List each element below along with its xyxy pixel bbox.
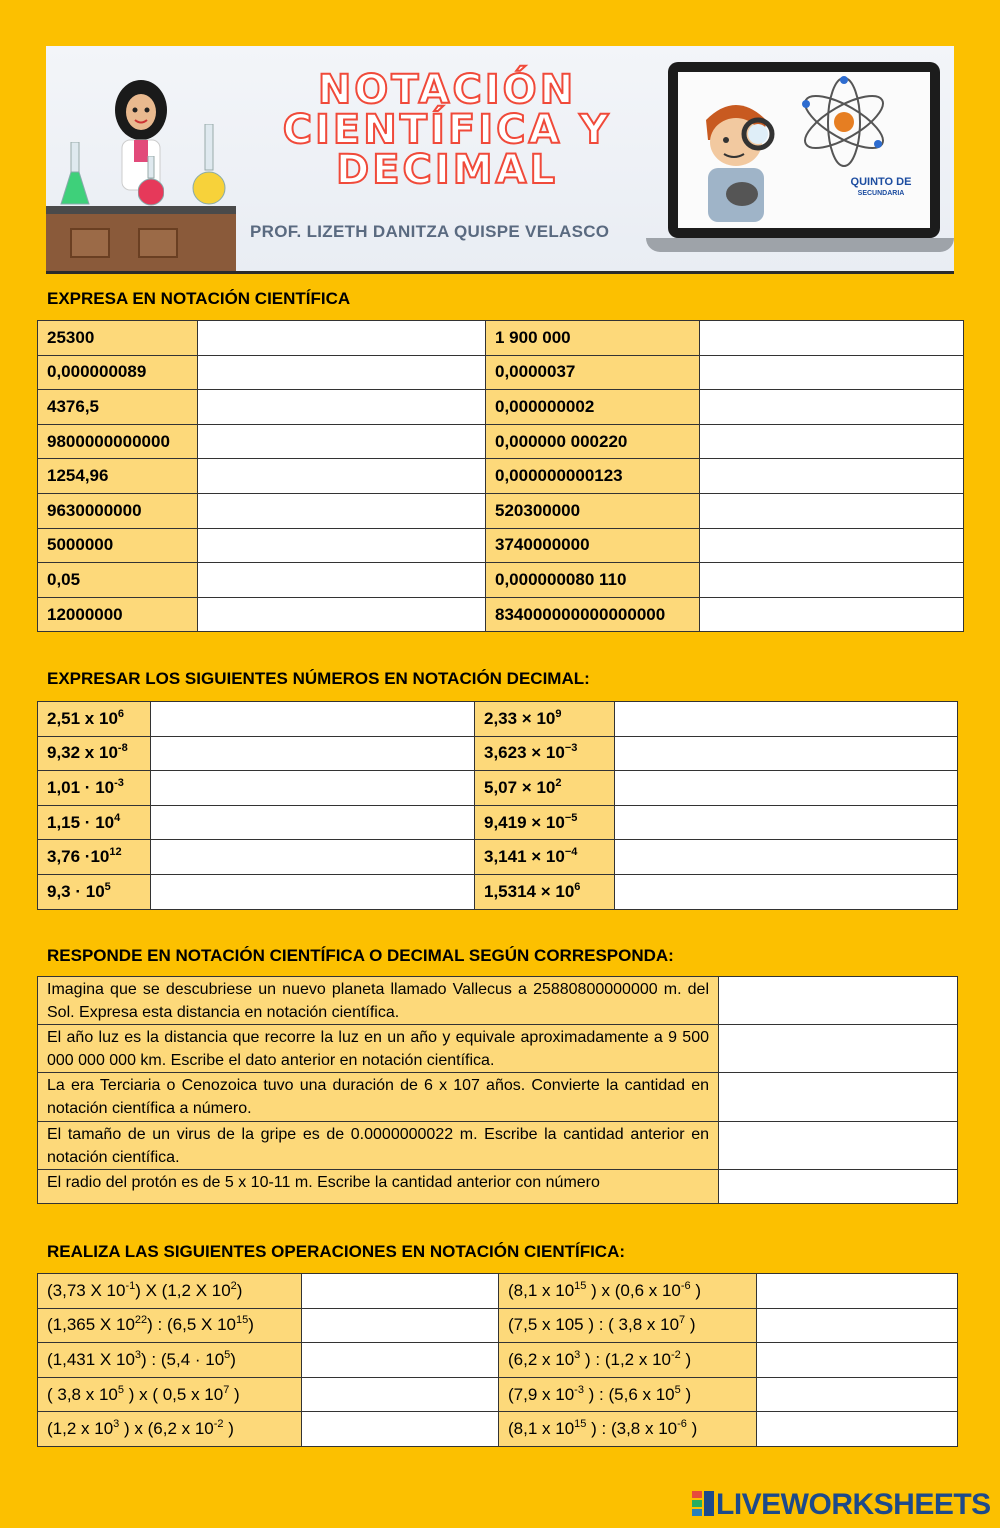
mantissa-text: 1,01 · 10 <box>47 777 115 797</box>
number-cell: 4376,5 <box>38 390 198 425</box>
number-cell: 0,000000080 110 <box>486 563 700 598</box>
mantissa-text: 5,07 × 10 <box>484 777 556 797</box>
exponent-text: 15 <box>574 1279 587 1292</box>
exponent-text: 15 <box>574 1418 587 1431</box>
number-cell: 0,0000037 <box>486 355 700 390</box>
exponent-text: 6 <box>117 707 125 720</box>
mantissa-text: 3,76 ·10 <box>47 847 110 867</box>
answer-input[interactable] <box>700 493 964 528</box>
answer-input[interactable] <box>700 355 964 390</box>
operation-cell <box>38 1412 302 1447</box>
worksheet-title <box>282 67 612 193</box>
exponent-text: 6 <box>574 880 581 893</box>
answer-input[interactable] <box>700 459 964 494</box>
exponent-text: -3 <box>114 776 124 789</box>
operation-text: ) <box>229 1384 240 1404</box>
exponent-text: -8 <box>117 742 128 755</box>
answer-input[interactable] <box>198 563 486 598</box>
table-row <box>38 1073 958 1122</box>
answer-input[interactable] <box>615 702 958 737</box>
question-cell: El tamaño de un virus de la gripe es de 0.0000000022 m. Escribe la cantidad anterior en notación científica. <box>38 1122 719 1170</box>
answer-input[interactable] <box>615 805 958 840</box>
operation-text: ) <box>686 1419 698 1439</box>
grade-line-1: QUINTO DE <box>850 176 912 188</box>
operation-text: ) : (6,5 X 10 <box>147 1315 236 1335</box>
table-row <box>38 1412 958 1447</box>
power-cell <box>38 874 151 909</box>
operation-text: ) <box>248 1315 254 1335</box>
answer-input[interactable] <box>198 321 486 356</box>
drawer-icon <box>70 228 110 258</box>
answer-input[interactable] <box>151 805 475 840</box>
number-cell: 9630000000 <box>38 493 198 528</box>
answer-input[interactable] <box>719 1122 958 1170</box>
operation-cell <box>499 1274 757 1309</box>
answer-input[interactable] <box>302 1377 499 1412</box>
table-row <box>38 771 958 806</box>
exponent-text: 7 <box>223 1383 230 1396</box>
answer-input[interactable] <box>198 528 486 563</box>
operation-cell <box>38 1274 302 1309</box>
answer-input[interactable] <box>151 702 475 737</box>
operation-text: ) x (6,2 x 10 <box>119 1419 214 1439</box>
answer-input[interactable] <box>302 1274 499 1309</box>
question-cell: El radio del protón es de 5 x 10-11 m. Escribe la cantidad anterior con número <box>38 1170 719 1204</box>
grade-label <box>838 176 924 200</box>
exponent-text: 7 <box>679 1314 686 1327</box>
mantissa-text: 9,419 × 10 <box>484 812 565 832</box>
number-cell: 1254,96 <box>38 459 198 494</box>
operation-text: ( 3,8 x 10 <box>47 1384 118 1404</box>
power-cell <box>475 771 615 806</box>
header-banner <box>46 46 954 274</box>
number-cell: 1 900 000 <box>486 321 700 356</box>
answer-input[interactable] <box>719 1170 958 1204</box>
section-title: REALIZA LAS SIGUIENTES OPERACIONES EN NOTACIÓN CIENTÍFICA: <box>47 1242 626 1261</box>
answer-input[interactable] <box>757 1377 958 1412</box>
power-cell <box>475 840 615 875</box>
answer-input[interactable] <box>198 355 486 390</box>
power-cell <box>475 702 615 737</box>
flask-red-icon <box>138 156 164 208</box>
exponent-text: -6 <box>680 1279 691 1292</box>
operation-text: ) : (3,8 x 10 <box>586 1419 678 1439</box>
exponent-text: 12 <box>109 846 122 859</box>
exponent-text: 5 <box>117 1383 124 1396</box>
operation-text: ) x (0,6 x 10 <box>586 1280 681 1300</box>
operation-text: ) <box>690 1280 702 1300</box>
section-title: EXPRESAR LOS SIGUIENTES NÚMEROS EN NOTACIÓN DECIMAL: <box>47 669 590 688</box>
laptop-icon <box>668 62 940 238</box>
operation-cell <box>499 1377 757 1412</box>
mantissa-text: 9,32 x 10 <box>47 743 118 763</box>
exponent-text: 3 <box>134 1348 142 1361</box>
answer-input[interactable] <box>151 771 475 806</box>
answer-input[interactable] <box>302 1308 499 1343</box>
table-row <box>38 355 964 390</box>
exponent-text: −4 <box>564 846 578 859</box>
answer-input[interactable] <box>615 840 958 875</box>
number-cell: 9800000000000 <box>38 424 198 459</box>
exponent-text: -2 <box>213 1418 224 1431</box>
title-line: CIENTÍFICA Y <box>282 107 612 153</box>
power-cell <box>38 840 151 875</box>
table-row <box>38 424 964 459</box>
answer-input[interactable] <box>198 459 486 494</box>
operation-cell <box>38 1343 302 1378</box>
operation-text: ) <box>680 1384 692 1404</box>
answer-input[interactable] <box>198 390 486 425</box>
operation-text: ) <box>680 1349 692 1369</box>
exponent-text: -1 <box>125 1279 136 1292</box>
answer-input[interactable] <box>700 390 964 425</box>
flask-green-icon <box>60 142 90 208</box>
mantissa-text: 1,5314 × 10 <box>484 881 575 901</box>
mantissa-text: 3,141 × 10 <box>484 847 565 867</box>
exponent-text: 9 <box>555 707 562 720</box>
power-cell <box>38 805 151 840</box>
exponent-text: -2 <box>670 1348 681 1361</box>
exponent-text: 3 <box>113 1418 120 1431</box>
number-cell: 3740000000 <box>486 528 700 563</box>
table-row <box>38 493 964 528</box>
title-line: NOTACIÓN <box>317 67 577 113</box>
answer-input[interactable] <box>757 1274 958 1309</box>
operation-text: ) : (5,6 x 10 <box>583 1384 675 1404</box>
power-cell <box>475 805 615 840</box>
table-row <box>38 1170 958 1204</box>
power-cell <box>38 702 151 737</box>
answer-input[interactable] <box>757 1343 958 1378</box>
exponent-text: 4 <box>114 811 121 824</box>
section-title: RESPONDE EN NOTACIÓN CIENTÍFICA O DECIMAL SEGÚN CORRESPONDA: <box>47 946 674 965</box>
mantissa-text: 1,15 · 10 <box>47 812 115 832</box>
answer-input[interactable] <box>151 874 475 909</box>
answer-input[interactable] <box>700 321 964 356</box>
number-cell: 5000000 <box>38 528 198 563</box>
answer-input[interactable] <box>700 563 964 598</box>
table-row <box>38 840 958 875</box>
answer-input[interactable] <box>719 1025 958 1073</box>
exponent-text: -6 <box>677 1418 687 1431</box>
number-cell: 12000000 <box>38 597 198 632</box>
exponent-text: −5 <box>564 811 578 824</box>
table-row <box>38 1274 958 1309</box>
table-row <box>38 1122 958 1170</box>
title-line: DECIMAL <box>335 147 558 193</box>
operation-text: ) <box>236 1280 243 1300</box>
exponent-text: 5 <box>104 880 111 893</box>
operation-text: (1,365 X 10 <box>47 1315 135 1335</box>
word-problems-table <box>37 976 958 1204</box>
liveworksheets-icon <box>692 1491 714 1517</box>
operation-cell <box>38 1377 302 1412</box>
number-cell: 0,000000089 <box>38 355 198 390</box>
table-row <box>38 874 958 909</box>
mantissa-text: 2,51 x 10 <box>47 708 118 728</box>
exponent-text: 2 <box>230 1279 237 1292</box>
power-cell <box>475 736 615 771</box>
question-cell: Imagina que se descubriese un nuevo planeta llamado Vallecus a 25880800000000 m. del Sol. Expresa esta distancia en notación científica. <box>38 977 719 1025</box>
power-cell <box>475 874 615 909</box>
answer-input[interactable] <box>700 424 964 459</box>
operation-text: (1,431 X 10 <box>47 1349 135 1369</box>
answer-input[interactable] <box>615 771 958 806</box>
table-row <box>38 321 964 356</box>
number-cell: 0,000000 000220 <box>486 424 700 459</box>
answer-input[interactable] <box>302 1343 499 1378</box>
table-row <box>38 1308 958 1343</box>
answer-input[interactable] <box>151 736 475 771</box>
answer-input[interactable] <box>719 1073 958 1122</box>
table-row <box>38 977 958 1025</box>
number-cell: 520300000 <box>486 493 700 528</box>
exponent-text: 3 <box>574 1348 581 1361</box>
atom-icon <box>796 74 892 170</box>
answer-input[interactable] <box>151 840 475 875</box>
table-row <box>38 597 964 632</box>
power-cell <box>38 736 151 771</box>
table-row <box>38 736 958 771</box>
table-row <box>38 528 964 563</box>
answer-input[interactable] <box>302 1412 499 1447</box>
operation-cell <box>499 1308 757 1343</box>
answer-input[interactable] <box>198 597 486 632</box>
laptop-base <box>646 238 954 252</box>
operation-cell <box>499 1343 757 1378</box>
exponent-text: 5 <box>224 1348 231 1361</box>
answer-input[interactable] <box>700 528 964 563</box>
table-row <box>38 459 964 494</box>
table-row <box>38 1025 958 1073</box>
question-cell: El año luz es la distancia que recorre la luz en un año y equivale aproximadamente a 9 500 000 000 000 km. Escribe el dato anterior en notación científica. <box>38 1025 719 1073</box>
mantissa-text: 9,3 · 10 <box>47 881 105 901</box>
number-cell: 25300 <box>38 321 198 356</box>
operation-text: (8,1 x 10 <box>508 1280 575 1300</box>
flask-yellow-icon <box>192 124 226 208</box>
operation-text: (8,1 x 10 <box>508 1419 575 1439</box>
author-name: PROF. LIZETH DANITZA QUISPE VELASCO <box>250 222 610 241</box>
operation-cell <box>38 1308 302 1343</box>
number-cell: 834000000000000000 <box>486 597 700 632</box>
answer-input[interactable] <box>615 736 958 771</box>
decimal-notation-table <box>37 701 958 910</box>
operation-text: (1,2 x 10 <box>47 1419 114 1439</box>
table-row <box>38 702 958 737</box>
mantissa-text: 2,33 × 10 <box>484 708 556 728</box>
table-row <box>38 1377 958 1412</box>
answer-input[interactable] <box>198 493 486 528</box>
question-cell: La era Terciaria o Cenozoica tuvo una duración de 6 x 107 años. Convierte la cantidad en notación científica a número. <box>38 1073 719 1122</box>
mantissa-text: 3,623 × 10 <box>484 743 565 763</box>
operation-text: ) <box>685 1315 696 1335</box>
boy-with-magnifier-icon <box>686 90 786 226</box>
table-row <box>38 390 964 425</box>
operation-text: (6,2 x 10 <box>508 1349 575 1369</box>
operation-text: ) : (1,2 x 10 <box>580 1349 671 1369</box>
number-cell: 0,05 <box>38 563 198 598</box>
operation-text: ) : (5,4 · 10 <box>141 1349 225 1369</box>
operation-text: (7,9 x 10 <box>508 1384 575 1404</box>
answer-input[interactable] <box>615 874 958 909</box>
operation-text: (7,5 x 105 ) : ( 3,8 x 10 <box>508 1315 680 1335</box>
operation-text: (3,73 X 10 <box>47 1280 126 1300</box>
answer-input[interactable] <box>757 1412 958 1447</box>
table-row <box>38 805 958 840</box>
table-row <box>38 1343 958 1378</box>
exponent-text: 2 <box>555 776 562 789</box>
exponent-text: 5 <box>674 1383 681 1396</box>
section-title: EXPRESA EN NOTACIÓN CIENTÍFICA <box>47 289 351 308</box>
number-cell: 0,000000002 <box>486 390 700 425</box>
logo-text: LIVEWORKSHEETS <box>716 1488 991 1521</box>
operation-text: ) x ( 0,5 x 10 <box>124 1384 224 1404</box>
answer-input[interactable] <box>198 424 486 459</box>
exponent-text: −3 <box>564 742 578 755</box>
table-row <box>38 563 964 598</box>
grade-line-2: SECUNDARIA <box>857 190 905 197</box>
number-cell: 0,000000000123 <box>486 459 700 494</box>
operation-cell <box>499 1412 757 1447</box>
operation-text: ) <box>230 1349 236 1369</box>
operations-table <box>37 1273 958 1447</box>
scientific-notation-table <box>37 320 964 632</box>
answer-input[interactable] <box>700 597 964 632</box>
answer-input[interactable] <box>757 1308 958 1343</box>
liveworksheets-logo <box>692 1488 991 1522</box>
operation-text: ) X (1,2 X 10 <box>135 1280 231 1300</box>
power-cell <box>38 771 151 806</box>
exponent-text: -3 <box>574 1383 584 1396</box>
operation-text: ) <box>223 1419 234 1439</box>
exponent-text: 22 <box>134 1314 148 1327</box>
answer-input[interactable] <box>719 977 958 1025</box>
drawer-icon <box>138 228 178 258</box>
exponent-text: 15 <box>235 1314 249 1327</box>
